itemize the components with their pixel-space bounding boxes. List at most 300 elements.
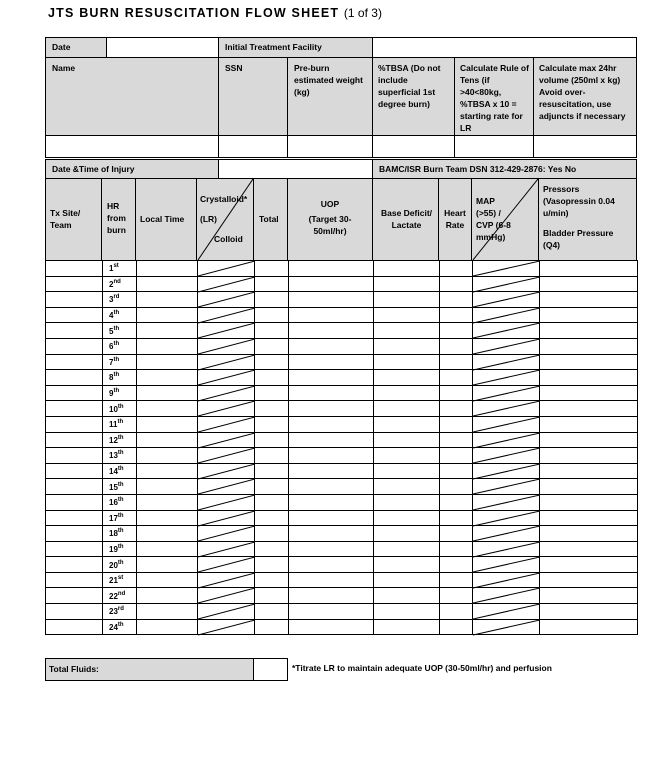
- uop-cell[interactable]: [289, 307, 374, 323]
- col-uop: [287, 178, 373, 261]
- crystalloid-colloid-cell[interactable]: [198, 338, 255, 354]
- map-cvp-cell[interactable]: [473, 261, 540, 277]
- total-cell[interactable]: [255, 448, 289, 464]
- base-deficit-cell[interactable]: [374, 292, 440, 308]
- preburn-weight-field[interactable]: [287, 135, 373, 158]
- crystalloid-colloid-cell[interactable]: [198, 494, 255, 510]
- heart-rate-cell[interactable]: [440, 354, 473, 370]
- uop-cell[interactable]: [289, 385, 374, 401]
- hr-from-burn-cell: [103, 276, 137, 292]
- uop-cell[interactable]: [289, 510, 374, 526]
- name-label-cell: Name: [45, 57, 219, 136]
- split-cell-divider: [198, 542, 255, 558]
- tx-site-cell[interactable]: [46, 619, 103, 635]
- hour-row: [46, 604, 638, 620]
- uop-cell[interactable]: [289, 416, 374, 432]
- heart-rate-cell[interactable]: [440, 557, 473, 573]
- total-cell[interactable]: [255, 526, 289, 542]
- map-cvp-cell[interactable]: [473, 526, 540, 542]
- lr-label: (LR): [200, 214, 217, 224]
- crystalloid-colloid-cell[interactable]: [198, 323, 255, 339]
- local-time-cell[interactable]: [137, 494, 198, 510]
- crystalloid-colloid-cell[interactable]: [198, 416, 255, 432]
- uop-cell[interactable]: [289, 261, 374, 277]
- uop-cell[interactable]: [289, 323, 374, 339]
- split-cell-divider: [473, 588, 540, 604]
- uop-cell[interactable]: [289, 448, 374, 464]
- crystalloid-colloid-cell[interactable]: [198, 401, 255, 417]
- total-cell[interactable]: [255, 510, 289, 526]
- map-target-label: (>55) /: [476, 208, 501, 218]
- pressors-cell[interactable]: [540, 541, 638, 557]
- hour-number: 1: [109, 264, 114, 274]
- hour-row: [46, 463, 638, 479]
- local-time-cell[interactable]: [137, 588, 198, 604]
- total-cell[interactable]: [255, 494, 289, 510]
- tx-site-cell[interactable]: [46, 416, 103, 432]
- base-deficit-cell[interactable]: [374, 307, 440, 323]
- tx-site-cell[interactable]: [46, 572, 103, 588]
- heart-rate-cell[interactable]: [440, 526, 473, 542]
- hour-row: [46, 370, 638, 386]
- tx-site-cell[interactable]: [46, 338, 103, 354]
- tx-site-cell[interactable]: [46, 401, 103, 417]
- heart-rate-cell[interactable]: [440, 448, 473, 464]
- crystalloid-colloid-cell[interactable]: [198, 572, 255, 588]
- map-cvp-cell[interactable]: [473, 307, 540, 323]
- crystalloid-colloid-cell[interactable]: [198, 526, 255, 542]
- local-time-cell[interactable]: [137, 604, 198, 620]
- tx-site-cell[interactable]: [46, 385, 103, 401]
- tx-site-cell[interactable]: [46, 292, 103, 308]
- total-cell[interactable]: [255, 292, 289, 308]
- pressors-cell[interactable]: [540, 292, 638, 308]
- hour-suffix: rd: [113, 294, 120, 301]
- crystalloid-colloid-cell[interactable]: [198, 479, 255, 495]
- map-cvp-cell[interactable]: [473, 510, 540, 526]
- local-time-cell[interactable]: [137, 354, 198, 370]
- base-deficit-cell[interactable]: [374, 541, 440, 557]
- base-deficit-cell[interactable]: [374, 448, 440, 464]
- ssn-label-cell: SSN: [218, 57, 288, 136]
- total-cell[interactable]: [255, 604, 289, 620]
- hr-from-burn-cell: [103, 619, 137, 635]
- map-cvp-cell[interactable]: [473, 572, 540, 588]
- base-deficit-cell[interactable]: [374, 338, 440, 354]
- pressors-cell[interactable]: [540, 448, 638, 464]
- hour-suffix: th: [113, 388, 120, 395]
- tx-site-cell[interactable]: [46, 261, 103, 277]
- hour-number: 7: [109, 357, 114, 367]
- base-deficit-cell[interactable]: [374, 619, 440, 635]
- uop-cell[interactable]: [289, 276, 374, 292]
- local-time-cell[interactable]: [137, 385, 198, 401]
- hour-row: [46, 510, 638, 526]
- local-time-cell[interactable]: [137, 261, 198, 277]
- local-time-cell[interactable]: [137, 432, 198, 448]
- facility-label-cell: Initial Treatment Facility: [218, 37, 373, 58]
- local-time-cell[interactable]: [137, 323, 198, 339]
- hour-row: [46, 494, 638, 510]
- local-time-cell[interactable]: [137, 541, 198, 557]
- split-cell-divider: [473, 511, 540, 527]
- map-cvp-cell[interactable]: [473, 401, 540, 417]
- heart-rate-cell[interactable]: [440, 401, 473, 417]
- base-deficit-cell[interactable]: [374, 385, 440, 401]
- map-cvp-cell[interactable]: [473, 432, 540, 448]
- base-deficit-cell[interactable]: [374, 370, 440, 386]
- pressors-cell[interactable]: [540, 604, 638, 620]
- tx-site-cell[interactable]: [46, 494, 103, 510]
- total-cell[interactable]: [255, 416, 289, 432]
- uop-cell[interactable]: [289, 479, 374, 495]
- local-time-cell[interactable]: [137, 338, 198, 354]
- pressors-cell[interactable]: [540, 416, 638, 432]
- crystalloid-colloid-cell[interactable]: [198, 432, 255, 448]
- total-cell[interactable]: [255, 354, 289, 370]
- crystalloid-colloid-cell[interactable]: [198, 354, 255, 370]
- base-deficit-cell[interactable]: [374, 557, 440, 573]
- hour-suffix: th: [117, 434, 124, 441]
- total-cell[interactable]: [255, 557, 289, 573]
- pressors-cell[interactable]: [540, 572, 638, 588]
- local-time-cell[interactable]: [137, 463, 198, 479]
- total-cell[interactable]: [255, 307, 289, 323]
- hr-from-burn-cell: [103, 588, 137, 604]
- total-cell[interactable]: [255, 261, 289, 277]
- heart-rate-cell[interactable]: [440, 432, 473, 448]
- uop-cell[interactable]: [289, 619, 374, 635]
- hr-from-burn-cell: [103, 416, 137, 432]
- uop-cell[interactable]: [289, 494, 374, 510]
- hr-from-burn-cell: [103, 370, 137, 386]
- crystalloid-colloid-cell[interactable]: [198, 557, 255, 573]
- local-time-cell[interactable]: [137, 370, 198, 386]
- map-cvp-cell[interactable]: [473, 276, 540, 292]
- crystalloid-colloid-cell[interactable]: [198, 604, 255, 620]
- split-cell-divider: [198, 261, 255, 277]
- map-cvp-cell[interactable]: [473, 588, 540, 604]
- crystalloid-colloid-cell[interactable]: [198, 307, 255, 323]
- heart-rate-cell[interactable]: [440, 385, 473, 401]
- base-deficit-cell[interactable]: [374, 354, 440, 370]
- bamc-label-cell: BAMC/ISR Burn Team DSN 312-429-2876: Yes No: [372, 159, 637, 179]
- map-cvp-cell[interactable]: [473, 604, 540, 620]
- total-fluids-label-cell: Total Fluids:: [45, 658, 254, 681]
- tbsa-field[interactable]: [372, 135, 455, 158]
- local-time-cell[interactable]: [137, 557, 198, 573]
- split-cell-divider: [198, 573, 255, 589]
- tx-site-cell[interactable]: [46, 276, 103, 292]
- hour-number: 2: [109, 279, 114, 289]
- base-deficit-cell[interactable]: [374, 323, 440, 339]
- hour-row: [46, 276, 638, 292]
- max-volume-field[interactable]: [533, 135, 637, 158]
- uop-cell[interactable]: [289, 463, 374, 479]
- total-cell[interactable]: [255, 385, 289, 401]
- split-cell-divider: [473, 277, 540, 293]
- map-cvp-cell[interactable]: [473, 354, 540, 370]
- split-cell-divider: [198, 464, 255, 480]
- tx-site-cell[interactable]: [46, 432, 103, 448]
- hour-number: 22: [109, 591, 118, 601]
- hour-suffix: nd: [113, 278, 121, 285]
- split-cell-divider: [473, 355, 540, 371]
- pressors-cell[interactable]: [540, 307, 638, 323]
- pressors-cell[interactable]: [540, 479, 638, 495]
- map-cvp-cell[interactable]: [473, 479, 540, 495]
- hr-from-burn-cell: [103, 557, 137, 573]
- crystalloid-colloid-cell[interactable]: [198, 588, 255, 604]
- colloid-label: Colloid: [214, 234, 243, 244]
- tx-site-cell[interactable]: [46, 479, 103, 495]
- hour-number: 24: [109, 622, 118, 632]
- local-time-cell[interactable]: [137, 619, 198, 635]
- pressors-cell[interactable]: [540, 557, 638, 573]
- pressors-cell[interactable]: [540, 276, 638, 292]
- total-cell[interactable]: [255, 323, 289, 339]
- pressors-cell[interactable]: [540, 588, 638, 604]
- injury-label-cell: Date &Time of Injury: [45, 159, 219, 179]
- base-deficit-cell[interactable]: [374, 510, 440, 526]
- base-deficit-cell[interactable]: [374, 588, 440, 604]
- map-cvp-cell[interactable]: [473, 619, 540, 635]
- base-deficit-cell[interactable]: [374, 572, 440, 588]
- tx-site-cell[interactable]: [46, 557, 103, 573]
- base-deficit-cell[interactable]: [374, 463, 440, 479]
- split-cell-divider: [198, 370, 255, 386]
- hour-number: 21: [109, 576, 118, 586]
- map-cvp-cell[interactable]: [473, 541, 540, 557]
- tx-site-cell[interactable]: [46, 354, 103, 370]
- hour-number: 16: [109, 498, 118, 508]
- split-cell-divider: [198, 511, 255, 527]
- heart-rate-cell[interactable]: [440, 541, 473, 557]
- crystalloid-colloid-cell[interactable]: [198, 619, 255, 635]
- pressors-cell[interactable]: [540, 385, 638, 401]
- hour-suffix: th: [113, 341, 120, 348]
- total-cell[interactable]: [255, 432, 289, 448]
- rule-of-tens-field[interactable]: [454, 135, 534, 158]
- pressors-cell[interactable]: [540, 354, 638, 370]
- hour-row: [46, 557, 638, 573]
- local-time-cell[interactable]: [137, 572, 198, 588]
- hr-from-burn-cell: [103, 354, 137, 370]
- base-deficit-cell[interactable]: [374, 276, 440, 292]
- split-cell-divider: [198, 433, 255, 449]
- map-cvp-cell[interactable]: [473, 292, 540, 308]
- local-time-cell[interactable]: [137, 510, 198, 526]
- crystalloid-colloid-cell[interactable]: [198, 292, 255, 308]
- tx-site-cell[interactable]: [46, 588, 103, 604]
- heart-rate-cell[interactable]: [440, 307, 473, 323]
- tx-site-cell[interactable]: [46, 510, 103, 526]
- pressors-cell[interactable]: [540, 323, 638, 339]
- uop-cell[interactable]: [289, 292, 374, 308]
- split-cell-divider: [473, 620, 540, 636]
- crystalloid-colloid-cell[interactable]: [198, 510, 255, 526]
- map-cvp-cell[interactable]: [473, 448, 540, 464]
- base-deficit-cell[interactable]: [374, 401, 440, 417]
- pressors-cell[interactable]: [540, 510, 638, 526]
- crystalloid-colloid-cell[interactable]: [198, 541, 255, 557]
- total-cell[interactable]: [255, 588, 289, 604]
- tbsa-label-cell: %TBSA (Do not include superficial 1st degree burn): [372, 57, 455, 136]
- uop-cell[interactable]: [289, 526, 374, 542]
- map-cvp-cell[interactable]: [473, 557, 540, 573]
- total-cell[interactable]: [255, 479, 289, 495]
- col-hr-from-burn: HR from burn: [101, 178, 136, 261]
- total-cell[interactable]: [255, 619, 289, 635]
- date-field[interactable]: [106, 37, 219, 58]
- facility-field[interactable]: [372, 37, 637, 58]
- local-time-cell[interactable]: [137, 479, 198, 495]
- uop-cell[interactable]: [289, 354, 374, 370]
- name-field[interactable]: [45, 135, 219, 158]
- map-label: MAP: [476, 196, 495, 206]
- hour-row: [46, 416, 638, 432]
- hour-suffix: rd: [117, 606, 124, 613]
- uop-cell[interactable]: [289, 588, 374, 604]
- split-cell-divider: [198, 495, 255, 511]
- tx-site-cell[interactable]: [46, 370, 103, 386]
- pressors-cell[interactable]: [540, 494, 638, 510]
- base-deficit-cell[interactable]: [374, 432, 440, 448]
- local-time-cell[interactable]: [137, 401, 198, 417]
- pressors-cell[interactable]: [540, 619, 638, 635]
- hour-suffix: th: [117, 403, 124, 410]
- crystalloid-colloid-cell[interactable]: [198, 370, 255, 386]
- heart-rate-cell[interactable]: [440, 370, 473, 386]
- total-cell[interactable]: [255, 401, 289, 417]
- cvp-label: CVP (6-8 mmHg): [476, 220, 511, 242]
- heart-rate-cell[interactable]: [440, 323, 473, 339]
- pressors-cell[interactable]: [540, 338, 638, 354]
- injury-field[interactable]: [218, 159, 373, 179]
- split-cell-divider: [198, 448, 255, 464]
- crystalloid-colloid-cell[interactable]: [198, 276, 255, 292]
- crystalloid-colloid-cell[interactable]: [198, 463, 255, 479]
- heart-rate-cell[interactable]: [440, 619, 473, 635]
- map-cvp-cell[interactable]: [473, 338, 540, 354]
- split-cell-divider: [198, 557, 255, 573]
- hr-from-burn-cell: [103, 385, 137, 401]
- map-cvp-cell[interactable]: [473, 385, 540, 401]
- hour-row: [46, 479, 638, 495]
- base-deficit-cell[interactable]: [374, 526, 440, 542]
- hour-row: [46, 541, 638, 557]
- heart-rate-cell[interactable]: [440, 479, 473, 495]
- heart-rate-cell[interactable]: [440, 494, 473, 510]
- hour-number: 3: [109, 295, 114, 305]
- crystalloid-colloid-cell[interactable]: [198, 448, 255, 464]
- map-cvp-cell[interactable]: [473, 416, 540, 432]
- total-fluids-field[interactable]: [253, 658, 288, 681]
- uop-cell[interactable]: [289, 572, 374, 588]
- local-time-cell[interactable]: [137, 448, 198, 464]
- pressors-cell[interactable]: [540, 370, 638, 386]
- heart-rate-cell[interactable]: [440, 338, 473, 354]
- hour-number: 14: [109, 467, 118, 477]
- local-time-cell[interactable]: [137, 526, 198, 542]
- uop-cell[interactable]: [289, 541, 374, 557]
- uop-cell[interactable]: [289, 557, 374, 573]
- hour-suffix: st: [113, 263, 119, 270]
- pressors-cell[interactable]: [540, 261, 638, 277]
- hour-number: 10: [109, 404, 118, 414]
- uop-cell[interactable]: [289, 432, 374, 448]
- tx-site-cell[interactable]: [46, 448, 103, 464]
- split-cell-divider: [473, 433, 540, 449]
- pressors-cell[interactable]: [540, 463, 638, 479]
- heart-rate-cell[interactable]: [440, 261, 473, 277]
- pressors-cell[interactable]: [540, 401, 638, 417]
- map-cvp-cell[interactable]: [473, 323, 540, 339]
- crystalloid-colloid-cell[interactable]: [198, 261, 255, 277]
- heart-rate-cell[interactable]: [440, 276, 473, 292]
- split-cell-divider: [198, 339, 255, 355]
- total-cell[interactable]: [255, 541, 289, 557]
- total-cell[interactable]: [255, 338, 289, 354]
- base-deficit-cell[interactable]: [374, 494, 440, 510]
- uop-cell[interactable]: [289, 370, 374, 386]
- base-deficit-cell[interactable]: [374, 604, 440, 620]
- local-time-cell[interactable]: [137, 416, 198, 432]
- map-cvp-cell[interactable]: [473, 463, 540, 479]
- uop-cell[interactable]: [289, 338, 374, 354]
- map-cvp-cell[interactable]: [473, 494, 540, 510]
- local-time-cell[interactable]: [137, 276, 198, 292]
- tx-site-cell[interactable]: [46, 526, 103, 542]
- map-cvp-cell[interactable]: [473, 370, 540, 386]
- total-cell[interactable]: [255, 370, 289, 386]
- crystalloid-colloid-cell[interactable]: [198, 385, 255, 401]
- heart-rate-cell[interactable]: [440, 604, 473, 620]
- hour-suffix: th: [117, 450, 124, 457]
- pressors-cell[interactable]: [540, 432, 638, 448]
- split-cell-divider: [198, 323, 255, 339]
- ssn-field[interactable]: [218, 135, 288, 158]
- heart-rate-cell[interactable]: [440, 510, 473, 526]
- rule-of-tens-label-cell: Calculate Rule of Tens (if >40<80kg, %TBSA x 10 = starting rate for LR: [454, 57, 534, 136]
- uop-cell[interactable]: [289, 604, 374, 620]
- tx-site-cell[interactable]: [46, 463, 103, 479]
- tx-site-cell[interactable]: [46, 307, 103, 323]
- local-time-cell[interactable]: [137, 307, 198, 323]
- heart-rate-cell[interactable]: [440, 292, 473, 308]
- base-deficit-cell[interactable]: [374, 416, 440, 432]
- total-cell[interactable]: [255, 572, 289, 588]
- split-cell-divider: [473, 386, 540, 402]
- heart-rate-cell[interactable]: [440, 572, 473, 588]
- total-cell[interactable]: [255, 463, 289, 479]
- pressors-cell[interactable]: [540, 526, 638, 542]
- tx-site-cell[interactable]: [46, 541, 103, 557]
- hour-suffix: st: [117, 575, 124, 582]
- base-deficit-cell[interactable]: [374, 261, 440, 277]
- total-cell[interactable]: [255, 276, 289, 292]
- heart-rate-cell[interactable]: [440, 588, 473, 604]
- hour-suffix: th: [117, 481, 124, 488]
- uop-cell[interactable]: [289, 401, 374, 417]
- tx-site-cell[interactable]: [46, 604, 103, 620]
- local-time-cell[interactable]: [137, 292, 198, 308]
- tx-site-cell[interactable]: [46, 323, 103, 339]
- heart-rate-cell[interactable]: [440, 463, 473, 479]
- base-deficit-cell[interactable]: [374, 479, 440, 495]
- hour-number: 19: [109, 544, 118, 554]
- heart-rate-cell[interactable]: [440, 416, 473, 432]
